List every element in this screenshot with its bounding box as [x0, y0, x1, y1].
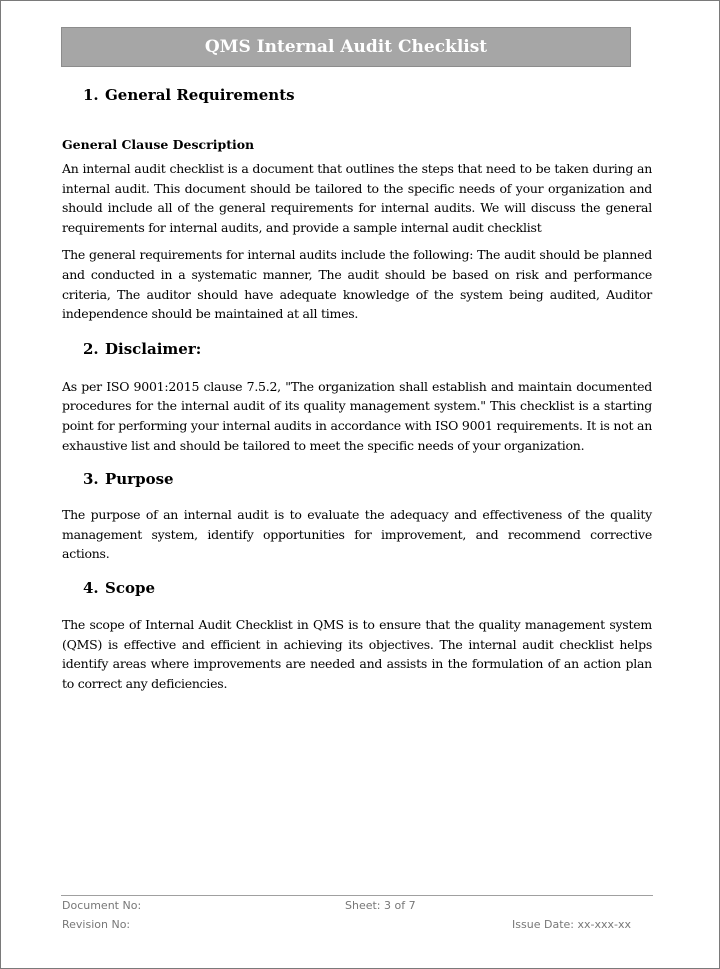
sheet-number: Sheet: 3 of 7 [345, 899, 416, 912]
section-title: Purpose [105, 470, 174, 489]
section-number: 1. [83, 86, 99, 104]
section-general-requirements [62, 83, 652, 324]
section-heading [62, 467, 652, 491]
paragraph: As per ISO 9001:2015 clause 7.5.2, "The organization shall establish and maintain documented procedures for the internal audit of its quality management system." This checklist is a starting point for performing your internal audits in accordance with ISO 9001 requirements. It is not an exhaustive list and should be tailored to meet the specific needs of your organization. [62, 378, 652, 453]
section-title: Disclaimer: [105, 339, 202, 358]
section-heading [62, 576, 652, 600]
document-number-label: Document No: [62, 899, 142, 912]
section-purpose [62, 467, 652, 564]
page-footer [61, 895, 653, 934]
paragraph: The purpose of an internal audit is to evaluate the adequacy and effectiveness of the quality management system, identify opportunities for improvement, and recommend corrective actions. [62, 507, 652, 562]
section-title: Scope [105, 578, 156, 597]
section-heading [62, 337, 652, 361]
paragraph: The scope of Internal Audit Checklist in QMS is to ensure that the quality management system (QMS) is effective and efficient in achieving its objectives. The internal audit checklist helps identify areas where improvements are needed and assists in the formulation of an action plan to correct any deficiencies. [62, 616, 652, 691]
subsection-heading: General Clause Description [62, 137, 255, 152]
section-heading [62, 83, 652, 107]
section-number: 3. [83, 470, 99, 489]
section-number: 2. [83, 339, 99, 358]
footer-row [61, 896, 653, 915]
section-title: General Requirements [105, 86, 295, 104]
footer-row [61, 915, 653, 934]
paragraph: An internal audit checklist is a document that outlines the steps that need to be taken during an internal audit. This document should be tailored to the specific needs of your organization and should include all of the general requirements for internal audits. We will discuss the general requirements for internal audits, and provide a sample internal audit checklist [62, 161, 652, 235]
document-title: QMS Internal Audit Checklist [61, 27, 631, 67]
section-scope [62, 576, 652, 693]
paragraph: The general requirements for internal audits include the following: The audit should be planned and conducted in a systematic manner, The audit should be based on risk and performance criteria, The auditor should have adequate knowledge of the system being audited, Auditor independence should be maintained at all times. [62, 247, 652, 322]
issue-date: Issue Date: xx-xxx-xx [512, 918, 631, 931]
section-disclaimer [62, 337, 652, 455]
revision-number-label: Revision No: [62, 918, 131, 931]
section-number: 4. [83, 578, 99, 597]
document-body [62, 83, 652, 693]
